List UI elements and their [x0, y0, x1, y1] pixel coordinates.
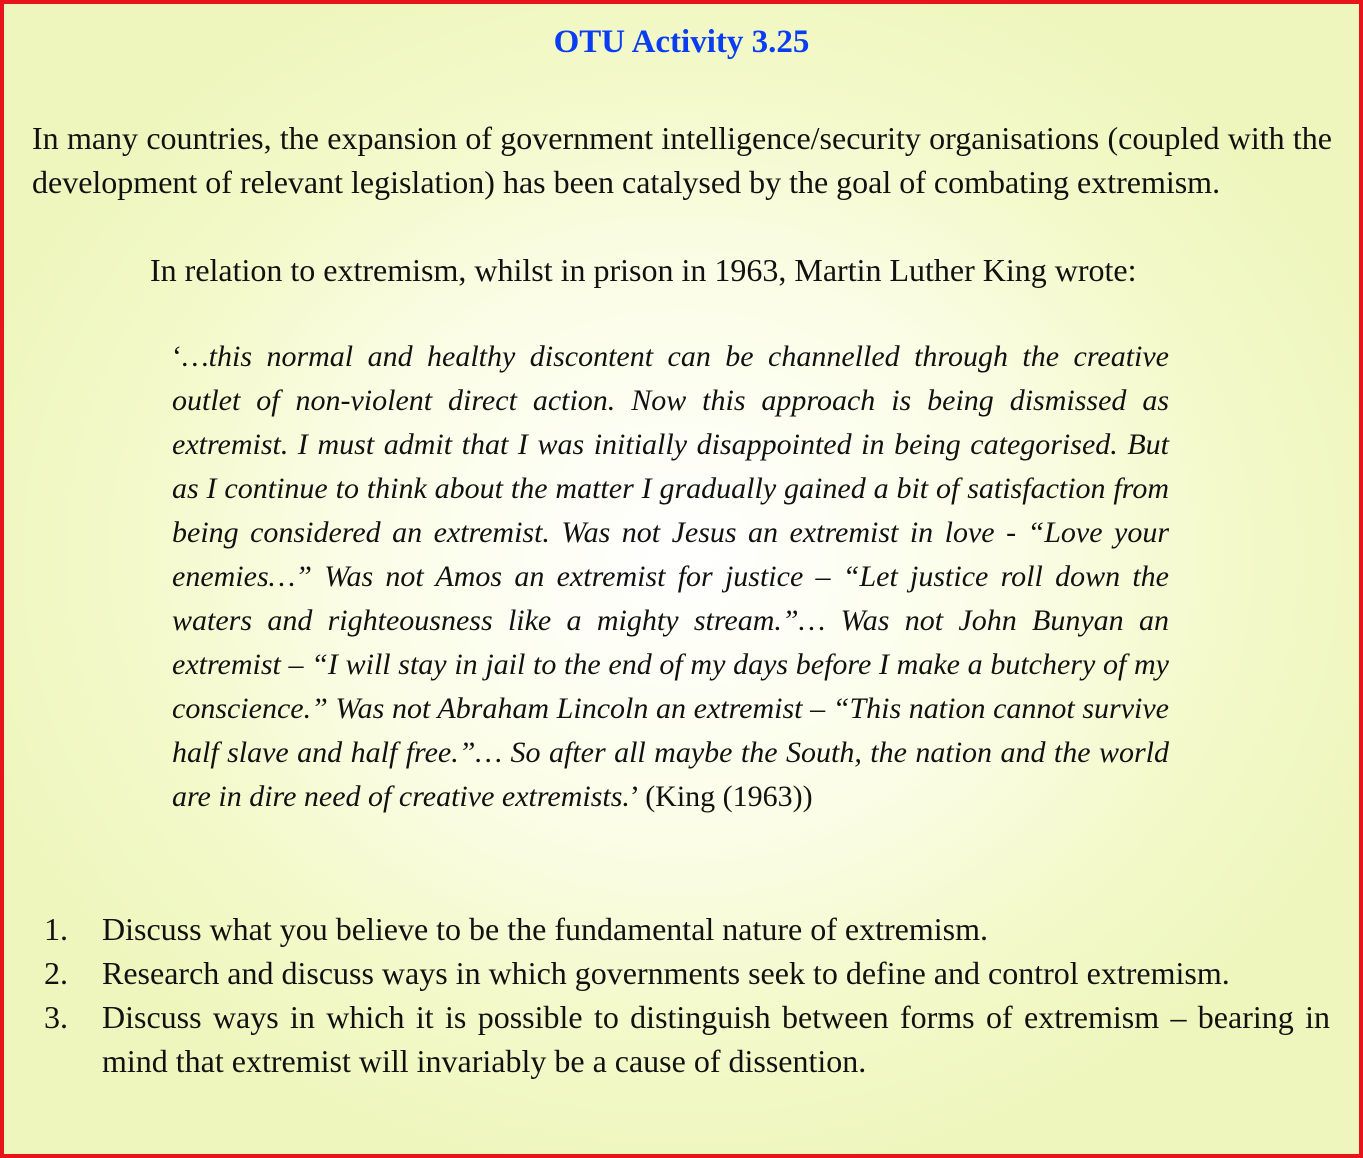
question-number: 2. [44, 955, 68, 991]
question-item [32, 907, 1330, 951]
question-list [32, 907, 1330, 1083]
quote-close-mark: ’ [629, 780, 638, 813]
question-text: Discuss ways in which it is possible to distinguish between forms of extremism – bearing in mind that extremist will invariably be a cause of dissention. [102, 999, 1330, 1079]
question-text: Discuss what you believe to be the fundamental nature of extremism. [102, 911, 988, 947]
intro-paragraph: In many countries, the expansion of government intelligence/security organisations (coupled with the development of relevant legislation) has been catalysed by the goal of combating extremism. [32, 120, 1332, 200]
question-item [32, 995, 1330, 1083]
quote-lead-in: In relation to extremism, whilst in prison in 1963, Martin Luther King wrote: [150, 252, 1137, 288]
quote-text: …this normal and healthy discontent can be channelled through the creative outlet of non-violent direct action. Now this approach is being dismissed as extremist. I must admit that I was initially disappointed in being categorised. But as I continue to think about the matter I gradually gained a bit of satisfaction from being considered an extremist. Was not Jesus an extremist in love - “Love your enemies…” Was not Amos an extremist for justice – “Let justice roll down the waters and righteousness like a mighty stream.”… Was not John Bunyan an extremist – “I will stay in jail to the end of my days before I make a butchery of my conscience.” Was not Abraham Lincoln an extremist – “This nation cannot survive half slave and half free.”… So after all maybe the South, the nation and the world are in dire need of creative extremists. [172, 340, 1169, 813]
activity-title: OTU Activity 3.25 [553, 24, 810, 60]
question-number: 1. [44, 911, 68, 947]
question-number: 3. [44, 999, 68, 1035]
quote-open-mark: ‘ [172, 340, 182, 373]
quote-citation: (King (1963)) [637, 780, 813, 813]
question-item [32, 951, 1330, 995]
question-text: Research and discuss ways in which governments seek to define and control extremism. [102, 955, 1230, 991]
king-quotation [172, 335, 1169, 819]
